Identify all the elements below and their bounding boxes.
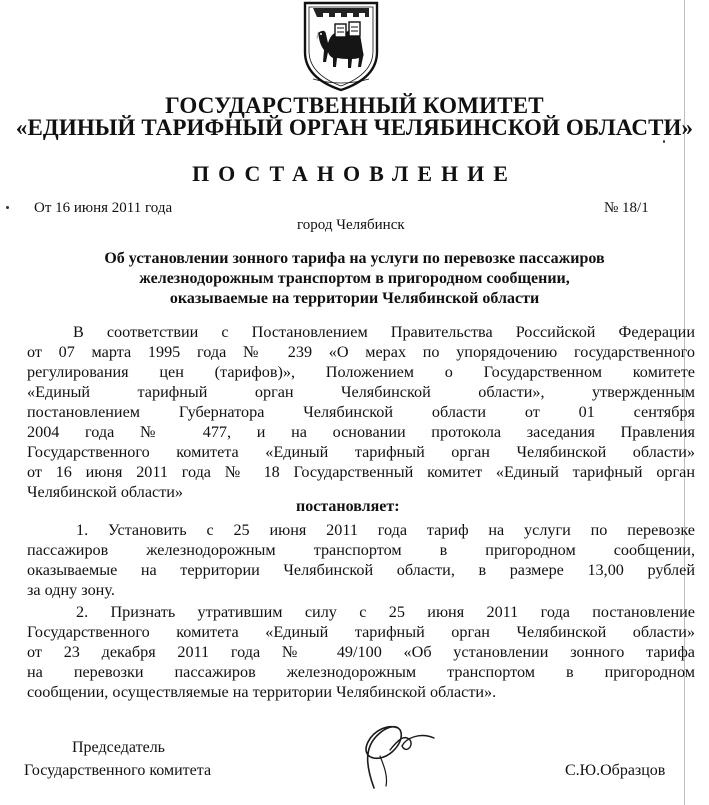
preamble-line: от 07 марта 1995 года № 239 «О мерах по упорядочению государственного [27, 343, 695, 361]
item-1-line: оказываемые на территории Челябинской области, в размере 13,00 рублей [27, 561, 695, 579]
item-2-line: Государственного комитета «Единый тарифный орган Челябинской области» [27, 623, 695, 641]
signatory-title-line1: Председатель [72, 739, 165, 756]
item-2-line: 2. Признать утратившим силу с 25 июня 2011 года постановление [76, 603, 695, 621]
preamble-line: «Единый тарифный орган Челябинской области», утвержденным [27, 383, 695, 401]
decree-city: город Челябинск [297, 217, 405, 233]
decree-word: постановляет: [296, 498, 400, 515]
preamble-line: от 16 июня 2011 года № 18 Государственный комитет «Единый тарифный орган [27, 463, 695, 481]
preamble-line: 2004 года № 477, и на основании протокола заседания Правления [27, 423, 695, 441]
decree-title-line: оказываемые на территории Челябинской области [169, 290, 540, 307]
committee-title-line2: «ЕДИНЫЙ ТАРИФНЫЙ ОРГАН ЧЕЛЯБИНСКОЙ ОБЛАСТИ» [15, 115, 694, 140]
item-1-line: 1. Установить с 25 июня 2011 года тариф на услуги по перевозке [76, 521, 695, 539]
item-2-line: сообщении, осуществляемые на территории Челябинской области». [27, 683, 497, 701]
preamble-line: регулирования цен (тарифов)», Положением о Государственном комитете [27, 363, 695, 381]
preamble-line: Государственного комитета «Единый тарифный орган Челябинской области» [27, 443, 695, 461]
item-1-line: за одну зону. [27, 581, 115, 599]
decree-title-line: железнодорожным транспортом в пригородном сообщении, [139, 270, 570, 287]
committee-title-line1: ГОСУДАРСТВЕННЫЙ КОМИТЕТ [165, 93, 544, 118]
document-type-heading: ПОСТАНОВЛЕНИЕ [192, 161, 517, 186]
decree-number: № 18/1 [604, 200, 649, 216]
preamble-line: Челябинской области» [27, 483, 184, 501]
signatory-title-line2: Государственного комитета [24, 762, 212, 779]
handwritten-signature [344, 710, 436, 790]
preamble-line: постановлением Губернатора Челябинской области от 01 сентября [27, 403, 695, 421]
decree-date: От 16 июня 2011 года [34, 200, 173, 216]
coat-of-arms-emblem [299, 0, 383, 92]
item-1-line: пассажиров железнодорожным транспортом в пригородном сообщении, [27, 541, 695, 559]
item-2-line: от 23 декабря 2011 года № 49/100 «Об установлении зонного тарифа [27, 643, 695, 661]
preamble-line: В соответствии с Постановлением Правительства Российской Федерации [73, 323, 695, 341]
scan-speck [6, 206, 9, 209]
signatory-name: С.Ю.Образцов [565, 762, 666, 779]
item-2-line: на перевозки пассажиров железнодорожным транспортом в пригородном [27, 663, 695, 681]
decree-title-line: Об установлении зонного тарифа на услуги по перевозке пассажиров [104, 250, 605, 267]
